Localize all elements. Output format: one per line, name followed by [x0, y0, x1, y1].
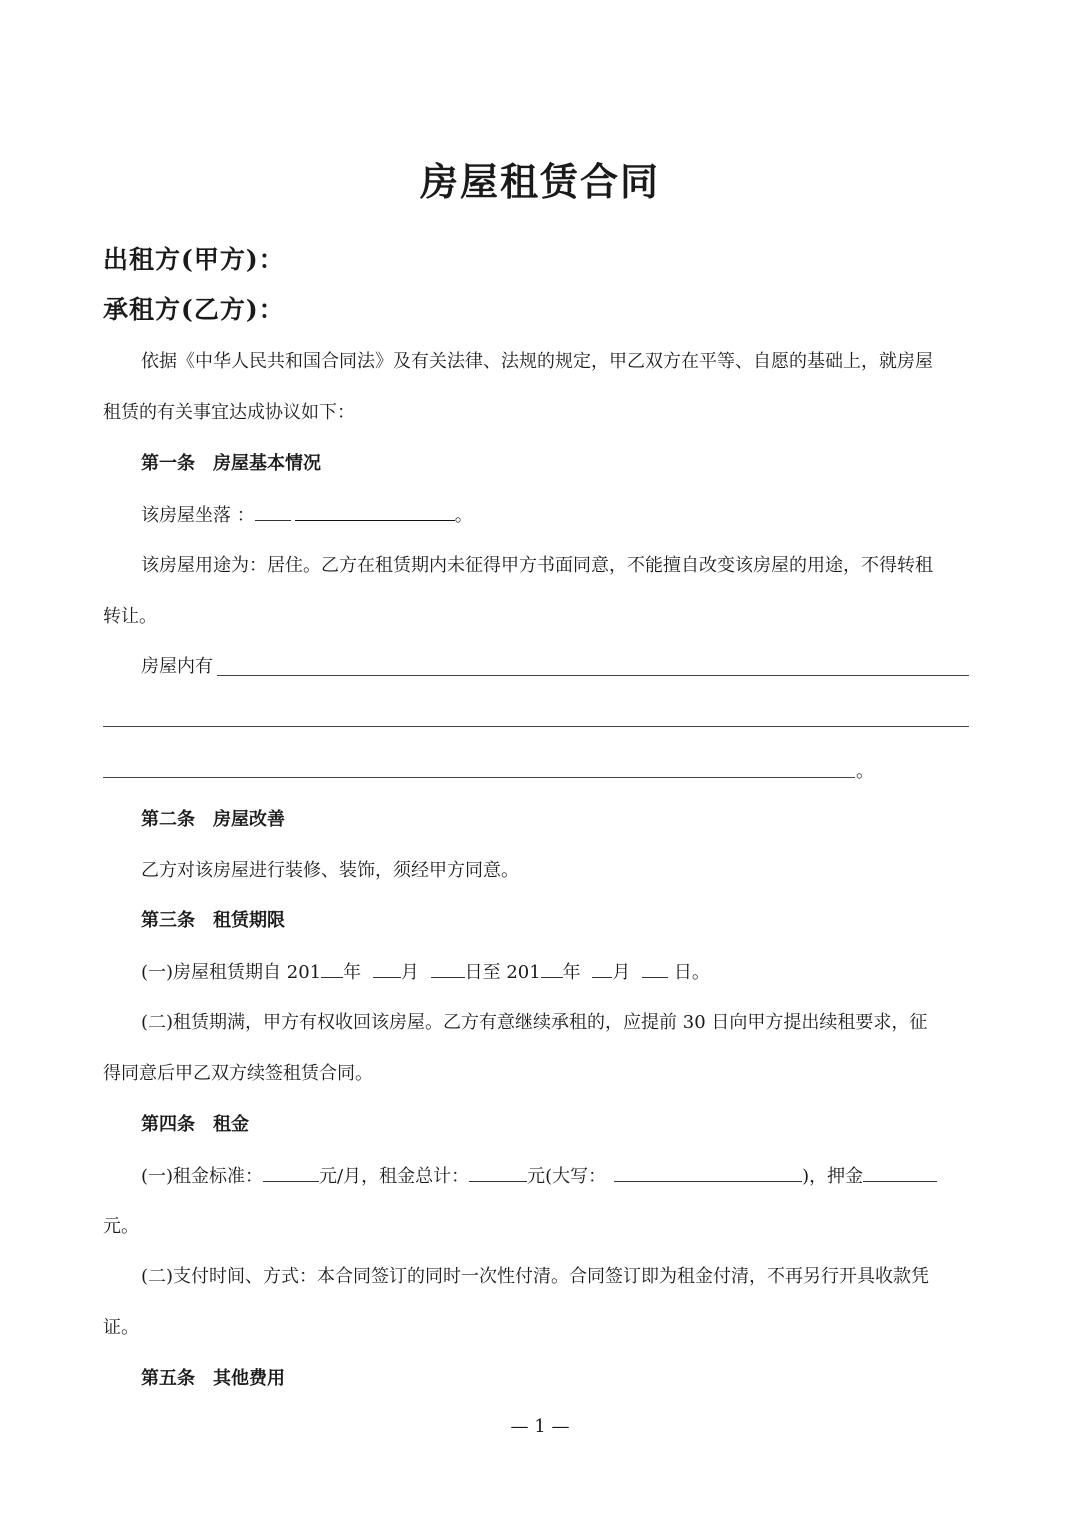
lease-end-prefix: 日至 201	[464, 962, 541, 983]
lessor-label: 出租方(甲方)：	[103, 245, 285, 274]
rent-standard-line	[141, 1161, 937, 1192]
end-month-blank	[592, 957, 612, 978]
start-year-blank	[321, 957, 343, 978]
article-2-number: 第二条	[141, 809, 195, 830]
rent-standard-line-2: 元。	[103, 1216, 139, 1237]
location-blank-short	[255, 500, 291, 521]
article-5-heading	[141, 1364, 285, 1394]
article-5-title: 其他费用	[213, 1368, 285, 1389]
article-3-title: 租赁期限	[213, 910, 285, 931]
renewal-line-1: (二)租赁期满，甲方有权收回该房屋。乙方有意继续承租的，应提前 30 日向甲方提出续租要求，征	[141, 1012, 928, 1033]
article-4-title: 租金	[213, 1114, 249, 1135]
contents-label: 房屋内有	[141, 656, 213, 677]
article-5-number: 第五条	[141, 1368, 195, 1389]
rent-capital-label: 元(大写：	[527, 1166, 607, 1187]
article-2-heading	[141, 805, 285, 835]
use-line-2: 转让。	[103, 606, 157, 627]
payment-line-1: (二)支付时间、方式：本合同签订的同时一次性付清。合同签订即为租金付清，不再另行开具收款凭	[141, 1266, 930, 1287]
article-2-text: 乙方对该房屋进行装修、装饰，须经甲方同意。	[141, 860, 519, 881]
contents-rule-3	[103, 777, 855, 778]
end-year-unit: 年	[562, 962, 581, 983]
deposit-blank	[863, 1161, 937, 1182]
intro-line-2: 租赁的有关事宜达成协议如下：	[103, 402, 355, 423]
article-1-heading	[141, 449, 321, 479]
start-year-unit: 年	[343, 962, 362, 983]
start-month-blank	[373, 957, 401, 978]
location-blank	[295, 500, 455, 521]
rent-total-blank	[469, 1161, 527, 1182]
location-label: 该房屋坐落 ：	[141, 505, 255, 526]
start-month-unit: 月	[400, 962, 419, 983]
end-month-unit: 月	[612, 962, 631, 983]
article-2-title: 房屋改善	[213, 809, 285, 830]
deposit-label: )，押金	[802, 1166, 864, 1187]
lessee-label: 承租方(乙方)：	[103, 295, 285, 324]
page-number: — 1 —	[510, 1416, 570, 1437]
rent-total-label: 元/月，租金总计：	[319, 1166, 470, 1187]
article-4-number: 第四条	[141, 1114, 195, 1135]
end-year-blank	[541, 957, 563, 978]
article-3-heading	[141, 906, 285, 936]
payment-line-2: 证。	[103, 1317, 139, 1338]
rent-capital-blank	[614, 1161, 802, 1182]
article-4-heading	[141, 1110, 249, 1140]
document-title: 房屋租赁合同	[419, 159, 660, 204]
start-day-blank	[431, 957, 465, 978]
contents-end: 。	[856, 761, 874, 782]
renewal-line-2: 得同意后甲乙双方续签租赁合同。	[103, 1063, 373, 1084]
end-day-blank	[642, 957, 668, 978]
monthly-rent-blank	[263, 1161, 319, 1182]
intro-line-1: 依据《中华人民共和国合同法》及有关法律、法规的规定，甲乙双方在平等、自愿的基础上，就房屋	[141, 351, 933, 372]
article-1-title: 房屋基本情况	[213, 453, 321, 474]
rent-standard-label: (一)租金标准：	[141, 1166, 264, 1187]
use-line-1: 该房屋用途为：居住。乙方在租赁期内未征得甲方书面同意，不能擅自改变该房屋的用途，不得转租	[141, 555, 933, 576]
article-1-number: 第一条	[141, 453, 195, 474]
location-line	[141, 500, 473, 531]
article-3-number: 第三条	[141, 910, 195, 931]
location-end: 。	[454, 505, 473, 526]
contents-rule-1	[217, 675, 969, 676]
contents-rule-2	[103, 726, 969, 727]
end-day-unit: 日。	[673, 962, 710, 983]
lease-period-line	[141, 957, 710, 988]
lease-start-prefix: (一)房屋租赁期自 201	[141, 962, 322, 983]
